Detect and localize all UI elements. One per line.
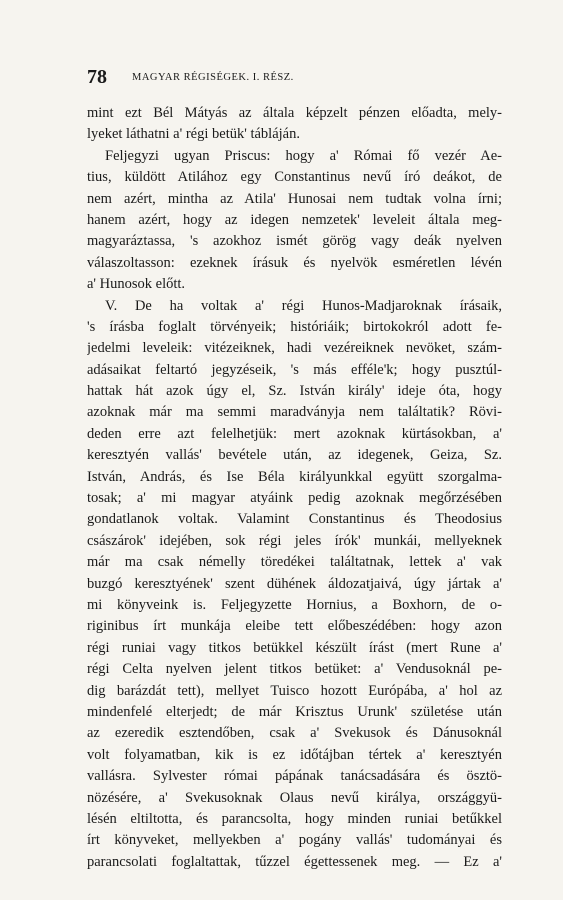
text-line: mi könyveink is. Feljegyzette Hornius, a Boxhorn, de o- <box>87 596 502 613</box>
text-line: Feljegyzi ugyan Priscus: hogy a' Római fő vezér Ae- <box>105 147 502 164</box>
text-line: István, András, és Ise Béla királyunkkal együtt szorgalma- <box>87 468 502 485</box>
text-line: dig barázdát tett), mellyet Tuisco hozott Európába, a' hol az <box>87 682 502 699</box>
text-line: parancsolati foglaltattak, tűzzel égettessenek meg. — Ez a' <box>87 853 502 870</box>
text-line: régi Celta nyelven jelent titkos betüket: a' Vendusoknál pe- <box>87 661 502 678</box>
text-line: tosak; a' mi magyar atyáink pedig azoknak megőrzésében <box>87 490 502 507</box>
text-line: az ezeredik esztendőben, csak a' Svekusok és Dánusoknál <box>87 725 502 742</box>
text-line: vallásra. Sylvester római pápának tanácsadására és ösztö- <box>87 768 502 785</box>
text-line: lyeket láthatni a' régi betük' tábláján. <box>87 126 300 143</box>
text-line: tius, küldött Atilához egy Constantinus nevű író deákot, de <box>87 169 502 186</box>
text-line: gondatlanok voltak. Valamint Constantinus és Theodosius <box>87 511 502 528</box>
text-line: régi runiai vagy titkos betükkel készült írást (mert Rune a' <box>87 639 502 656</box>
text-line: a' Hunosok előtt. <box>87 276 186 293</box>
text-line: mint ezt Bél Mátyás az általa képzelt pénzen előadta, mely- <box>87 105 502 121</box>
body-text <box>87 103 502 873</box>
text-line: volt folyamatban, kik is ez időtájban tértek a' keresztyén <box>87 746 502 763</box>
text-line: írt könyveket, mellyekben a' pogány vallás' tudományai és <box>87 832 502 849</box>
text-line: 's írásba foglalt törvényeik; históriáik; birtokokról adott fe- <box>87 318 502 335</box>
text-line: azoknak már ma semmi maradványja nem találtatik? Rövi- <box>87 404 502 421</box>
text-line: deden erre azt felelhetjük: mert azoknak kürtásokban, a' <box>87 425 502 442</box>
running-head: MAGYAR RÉGISÉGEK. I. RÉSZ. <box>132 72 294 83</box>
text-line: V. De ha voltak a' régi Hunos-Madjaroknak írásaik, <box>105 297 502 314</box>
text-line: válaszoltasson: ezeknek írásuk és nyelvök esméretlen lévén <box>87 254 502 271</box>
page-number: 78 <box>87 66 107 88</box>
text-line: adásaikat feltartó jegyzéseik, 's más efféle'k; hogy pusztúl- <box>87 361 502 378</box>
text-line: keresztyén vallás' bevétele után, az idegenek, Geiza, Sz. <box>87 447 502 464</box>
text-line: magyaráztassa, 's azokhoz ismét görög vagy deák nyelven <box>87 233 502 250</box>
text-line: buzgó keresztyének' szent dühének áldozatjaivá, úgy jártak a' <box>87 575 502 592</box>
text-line: hattak hát azok úgy el, Sz. István király' ideje óta, hogy <box>87 383 502 400</box>
text-line: császárok' idejében, sok régi jeles írók' munkái, mellyeknek <box>87 532 502 549</box>
text-line: riginibus írt munkája eleibe tett előbeszédében: hogy azon <box>87 618 502 635</box>
text-line: már ma csak némelly töredékei találtatnak, lettek a' vak <box>87 554 502 571</box>
text-line: jedelmi leveleik: vitézeiknek, hadi vezéreiknek nevöket, szám- <box>87 340 502 357</box>
text-line: hanem azért, hogy az idegen nemzetek' leveleit általa meg- <box>87 211 502 228</box>
page-header <box>87 66 502 88</box>
text-line: nem azért, mintha az Atila' Hunosai nem tudtak volna írni; <box>87 190 502 207</box>
text-line: mindenfelé elterjedt; de már Krisztus Urunk' születése után <box>87 703 502 720</box>
text-line: lésén eltiltotta, és parancsolta, hogy minden runiai betűkkel <box>87 810 502 827</box>
text-line: nözésére, a' Svekusoknak Olaus nevű királya, országgyü- <box>87 789 502 806</box>
